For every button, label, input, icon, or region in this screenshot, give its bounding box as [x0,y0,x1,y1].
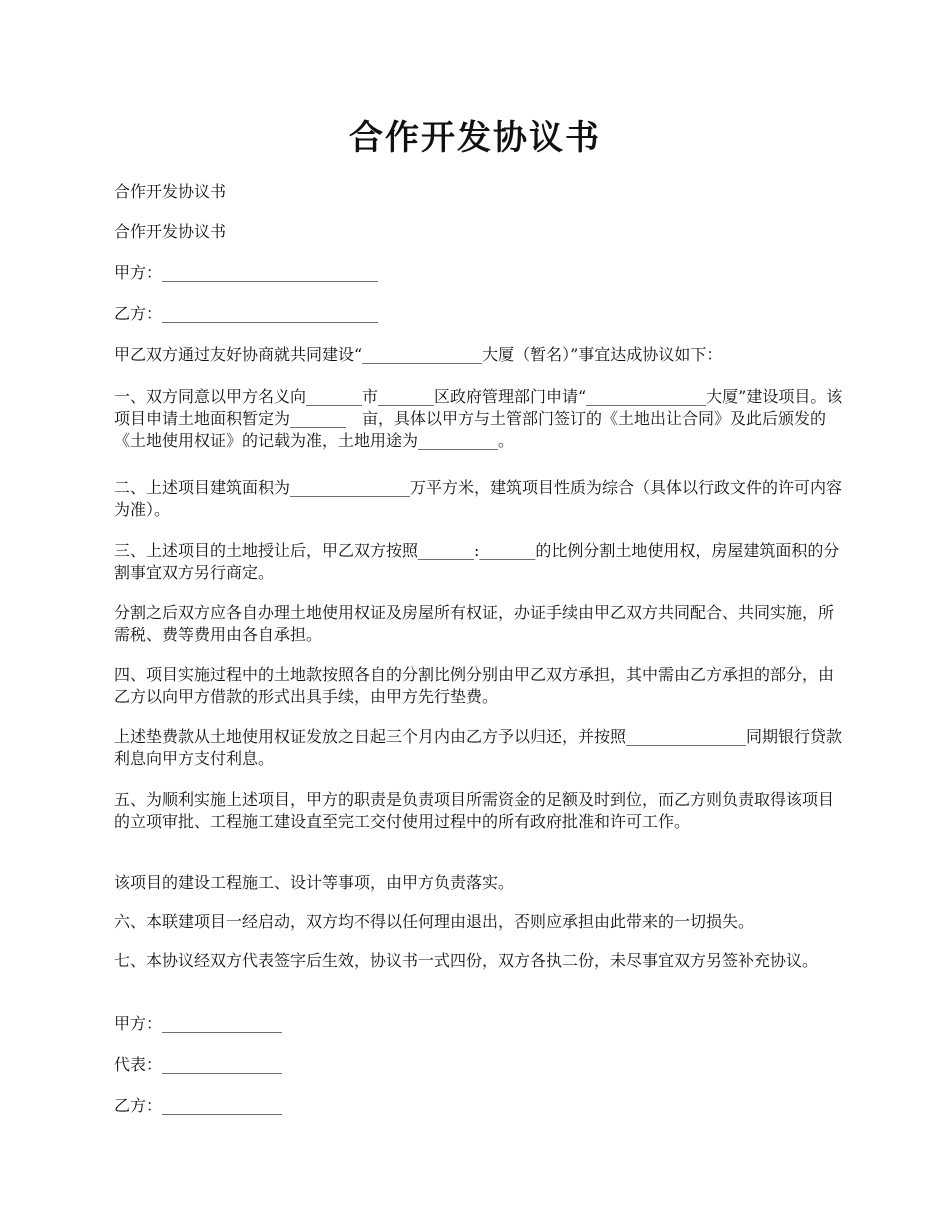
clause-6: 六、本联建项目一经启动，双方均不得以任何理由退出，否则应承担由此带来的一切损失。 [114,912,755,931]
signature-party-a: 甲方：_______________ [114,1014,283,1033]
clause-7: 七、本协议经双方代表签字后生效，协议书一式四份，双方各执二份，未尽事宜双方另签补充协议。 [114,951,819,970]
signature-representative: 代表：_______________ [114,1055,283,1074]
preamble-paragraph: 甲乙双方通过友好协商就共同建设“_______________大厦（暂名）”事宜达成协议如下： [114,345,723,364]
party-a-line: 甲方：___________________________ [114,263,379,282]
clause-4: 四、项目实施过程中的土地款按照各自的分割比例分别由甲乙双方承担，其中需由乙方承担的部分，由乙方以向甲方借款的形式出具手续，由甲方先行垫费。 [114,665,835,706]
clause-5-detail: 该项目的建设工程施工、设计等事项，由甲方负责落实。 [114,873,515,892]
clause-3-detail: 分割之后双方应各自办理土地使用权证及房屋所有权证，办证手续由甲乙双方共同配合、共同实施，所需税、费等费用由各自承担。 [114,603,835,644]
document-title: 合作开发协议书 [349,118,601,158]
clause-5: 五、为顺利实施上述项目，甲方的职责是负责项目所需资金的足额及时到位，而乙方则负责取得该项目的立项审批、工程施工建设直至完工交付使用过程中的所有政府批准和许可工作。 [114,790,835,831]
clause-2: 二、上述项目建筑面积为_______________万平方米，建筑项目性质为综合（具体以行政文件的许可内容为准）。 [114,478,843,519]
paragraph: 合作开发协议书 [114,222,227,241]
party-b-line: 乙方：___________________________ [114,304,379,323]
paragraph: 合作开发协议书 [114,182,227,201]
signature-party-b: 乙方：_______________ [114,1096,283,1115]
clause-3: 三、上述项目的土地授让后，甲乙双方按照_______:_______的比例分割土地使用权，房屋建筑面积的分割事宜双方另行商定。 [114,541,840,582]
clause-4-detail: 上述垫费款从土地使用权证发放之日起三个月内由乙方予以归还，并按照_______________同期银行贷款利息向甲方支付利息。 [114,727,843,768]
clause-1: 一、双方同意以甲方名义向_______市_______区政府管理部门申请“_______________大厦”建设项目。该项目申请土地面积暂定为_______ 亩，具体以甲方与土管部门签订的《土地出让合同》及此后颁发的《土地使用权证》的记载为准，土地用途为__________。 [114,387,843,450]
